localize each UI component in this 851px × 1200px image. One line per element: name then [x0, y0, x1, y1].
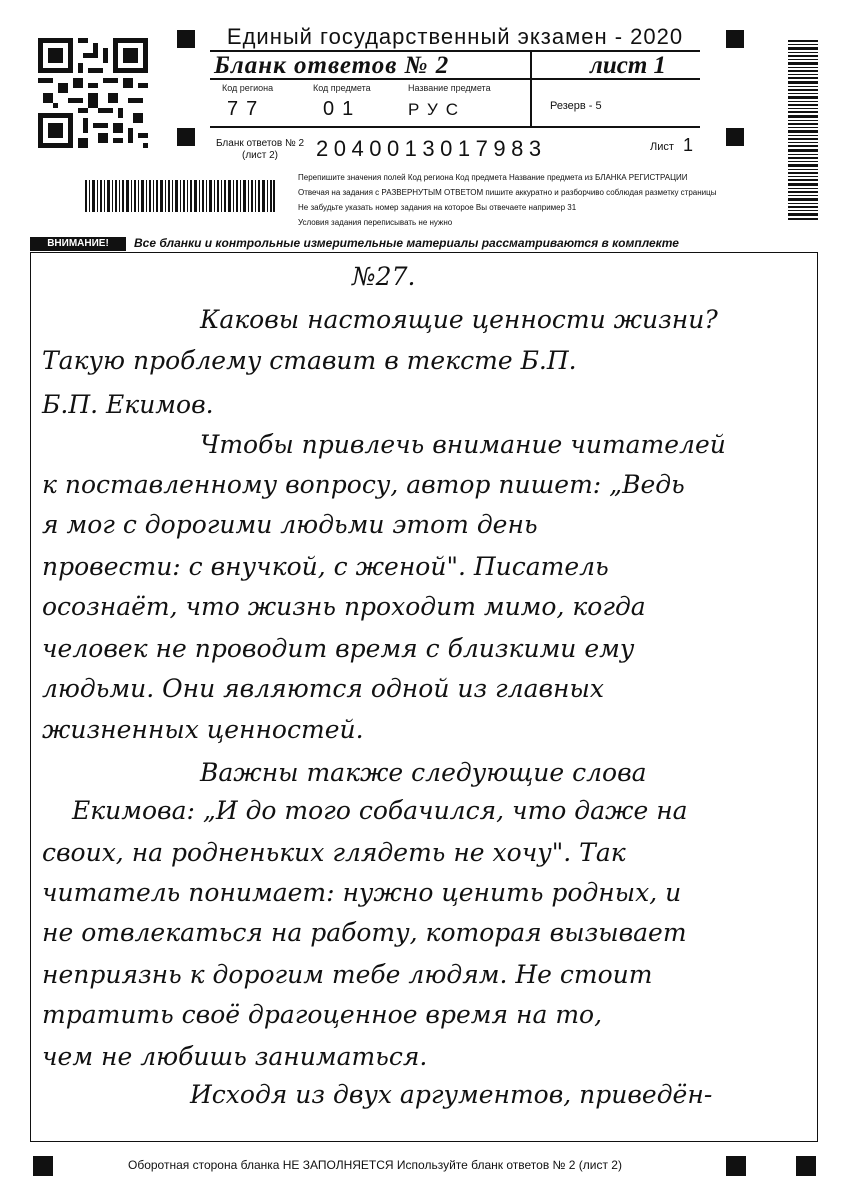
barcode — [788, 40, 818, 220]
divider — [530, 50, 532, 128]
subject-name-value: РУС — [408, 100, 467, 119]
answer-line: я мог с дорогими людьми этот день — [42, 510, 538, 539]
blank-label-line1: Бланк ответов № 2 — [215, 138, 305, 149]
footer-note: Оборотная сторона бланка НЕ ЗАПОЛНЯЕТСЯ Используйте бланк ответов № 2 (лист 2) — [128, 1158, 622, 1172]
answer-line: к поставленному вопросу, автор пишет: „Ведь — [42, 470, 685, 499]
warning-text: Все бланки и контрольные измерительные материалы рассматриваются в комплекте — [134, 236, 679, 250]
corner-marker — [726, 128, 744, 146]
answer-line: Екимова: „И до того собачился, что даже на — [72, 796, 688, 825]
warning-badge: ВНИМАНИЕ! — [30, 237, 126, 251]
qr-code — [38, 38, 148, 148]
subject-code-label: Код предмета — [313, 83, 371, 93]
corner-marker — [726, 30, 744, 48]
answer-line: человек не проводит время с близкими ему — [42, 634, 635, 663]
answer-line: Важны также следующие слова — [200, 758, 647, 787]
answer-line: Каковы настоящие ценности жизни? — [200, 305, 718, 334]
instruction-line: Условия задания переписывать не нужно — [298, 218, 453, 227]
instruction-line: Отвечая на задания с РАЗВЕРНУТЫМ ОТВЕТОМ пишите аккуратно и разборчиво соблюдая разметку страницы — [298, 188, 717, 197]
corner-marker — [726, 1156, 746, 1176]
divider — [210, 126, 700, 128]
list-value: 1 — [683, 135, 694, 155]
answer-line: №27. — [352, 262, 416, 291]
answer-line: не отвлекаться на работу, которая вызывает — [42, 918, 687, 947]
corner-marker — [33, 1156, 53, 1176]
list-label: Лист — [650, 141, 674, 153]
answer-line: Б.П. Екимов. — [42, 390, 214, 419]
answer-line: тратить своё драгоценное время на то, — [42, 1000, 603, 1029]
blank-label — [212, 138, 308, 162]
blank-number: 2040013017983 — [316, 136, 547, 161]
answer-line: осознаёт, что жизнь проходит мимо, когда — [42, 592, 646, 621]
answer-line: жизненных ценностей. — [42, 715, 364, 744]
answer-line: читатель понимает: нужно ценить родных, и — [42, 878, 682, 907]
answer-line: людьми. Они являются одной из главных — [42, 674, 604, 703]
answer-line: неприязнь к дорогим тебе людям. Не стоит — [42, 960, 653, 989]
corner-marker — [796, 1156, 816, 1176]
corner-marker — [177, 128, 195, 146]
answer-line: Чтобы привлечь внимание читателей — [200, 430, 726, 459]
answer-line: своих, на родненьких глядеть не хочу". Так — [42, 838, 626, 867]
subject-name-label: Название предмета — [408, 83, 491, 93]
region-value: 77 — [227, 98, 266, 120]
form-name: Бланк ответов № 2 — [214, 52, 450, 79]
corner-marker — [177, 30, 195, 48]
barcode — [85, 180, 275, 212]
reserve-field: Резерв - 5 — [550, 100, 602, 112]
blank-label-line2: (лист 2) — [241, 150, 278, 161]
instruction-line: Не забудьте указать номер задания на которое Вы отвечаете например 31 — [298, 203, 577, 212]
exam-title: Единый государственный экзамен - 2020 — [226, 24, 684, 49]
sheet-name: лист 1 — [590, 52, 667, 79]
answer-line: Такую проблему ставит в тексте Б.П. — [42, 346, 577, 375]
answer-line: чем не любишь заниматься. — [42, 1042, 428, 1071]
region-label: Код региона — [222, 83, 274, 93]
subject-code-value: 01 — [323, 98, 362, 120]
instruction-line: Перепишите значения полей Код региона Код предмета Название предмета из БЛАНКА РЕГИСТРАЦИИ — [298, 173, 688, 182]
answer-line: провести: с внучкой, с женой". Писатель — [42, 552, 609, 581]
answer-line: Исходя из двух аргументов, приведён- — [190, 1080, 713, 1109]
